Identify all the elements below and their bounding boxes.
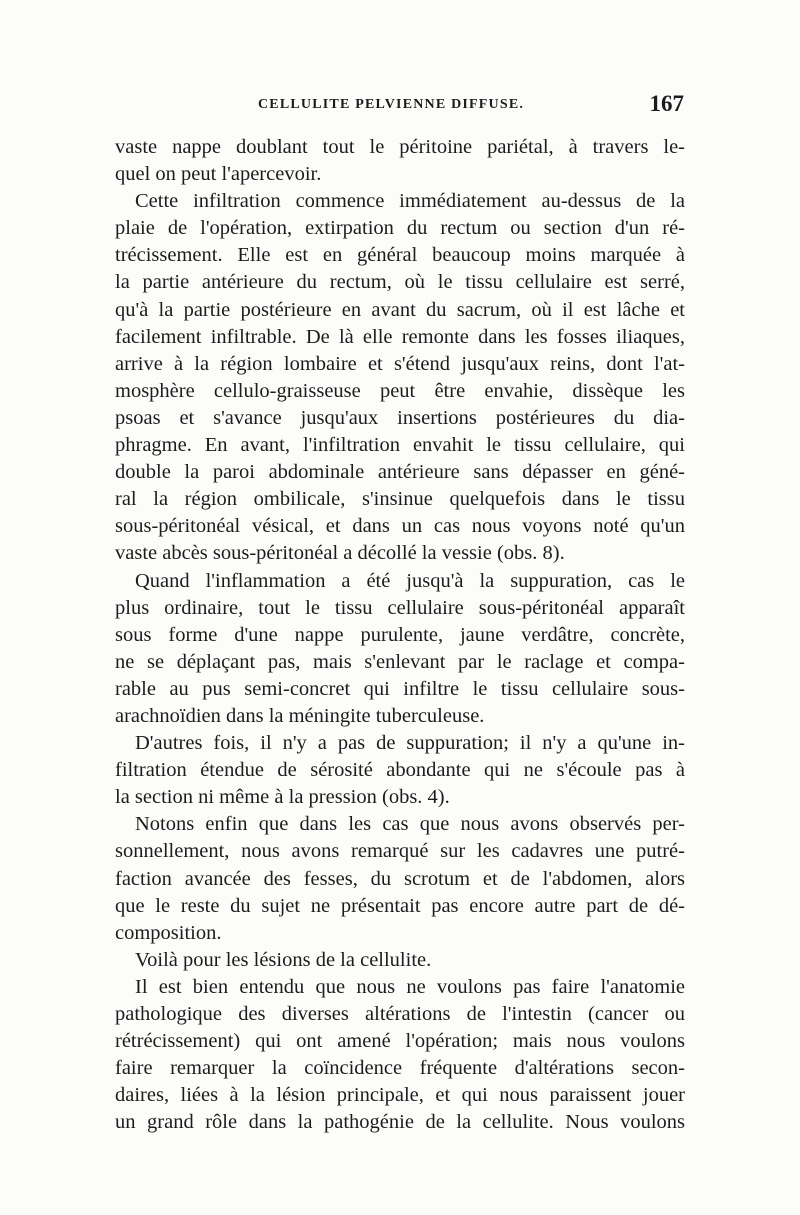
text-line: D'autres fois, il n'y a pas de suppuration; il n'y a qu'une in- [135, 732, 685, 755]
text-line: sous-péritonéal vésical, et dans un cas nous voyons noté qu'un [115, 515, 685, 538]
text-line: qu'à la partie postérieure en avant du sacrum, où il est lâche et [115, 298, 685, 321]
text-line: ne se déplaçant pas, mais s'enlevant par le raclage et compa- [115, 650, 685, 673]
text-line: sonnellement, nous avons remarqué sur les cadavres une putré- [115, 840, 685, 863]
text-line: filtration étendue de sérosité abondante qui ne s'écoule pas à [115, 759, 685, 782]
text-line: facilement infiltrable. De là elle remonte dans les fosses iliaques, [115, 325, 685, 348]
text-line: faction avancée des fesses, du scrotum et de l'abdomen, alors [115, 867, 685, 890]
text-line: un grand rôle dans la pathogénie de la cellulite. Nous voulons [115, 1111, 685, 1134]
text-line: phragme. En avant, l'infiltration envahit le tissu cellulaire, qui [115, 434, 685, 457]
text-line: trécissement. Elle est en général beaucoup moins marquée à [115, 244, 685, 267]
text-line: la section ni même à la pression (obs. 4). [115, 786, 450, 809]
text-line: arachnoïdien dans la méningite tuberculeuse. [115, 704, 485, 727]
running-head: CELLULITE PELVIENNE DIFFUSE. [258, 97, 525, 112]
body-text [115, 134, 685, 1136]
text-line: rable au pus semi-concret qui infiltre le tissu cellulaire sous- [115, 677, 685, 700]
text-line: Quand l'inflammation a été jusqu'à la suppuration, cas le [135, 569, 685, 592]
text-line: daires, liées à la lésion principale, et qui nous paraissent jouer [115, 1084, 685, 1107]
text-line: faire remarquer la coïncidence fréquente d'altérations secon- [115, 1057, 685, 1080]
text-line: vaste abcès sous-péritonéal a décollé la vessie (obs. 8). [115, 542, 565, 565]
page-number: 167 [649, 91, 684, 116]
text-line: plus ordinaire, tout le tissu cellulaire sous-péritonéal apparaît [115, 596, 685, 619]
text-line: psoas et s'avance jusqu'aux insertions postérieures du dia- [115, 406, 685, 429]
text-line: ral la région ombilicale, s'insinue quelquefois dans le tissu [115, 488, 685, 511]
text-line: sous forme d'une nappe purulente, jaune verdâtre, concrète, [115, 623, 685, 646]
text-line: arrive à la région lombaire et s'étend jusqu'aux reins, dont l'at- [115, 352, 685, 375]
text-line: Il est bien entendu que nous ne voulons pas faire l'anatomie [135, 975, 685, 998]
text-line: Notons enfin que dans les cas que nous avons observés per- [135, 813, 685, 836]
text-line: la partie antérieure du rectum, où le tissu cellulaire est serré, [115, 271, 685, 294]
text-line: rétrécissement) qui ont amené l'opération; mais nous voulons [115, 1030, 685, 1053]
text-line: que le reste du sujet ne présentait pas encore autre part de dé- [115, 894, 685, 917]
text-line: Voilà pour les lésions de la cellulite. [135, 948, 432, 971]
text-line: vaste nappe doublant tout le péritoine pariétal, à travers le- [115, 136, 685, 158]
text-line: mosphère cellulo-graisseuse peut être envahie, dissèque les [115, 379, 685, 402]
text-line: composition. [115, 921, 222, 944]
text-line: double la paroi abdominale antérieure sans dépasser en géné- [115, 461, 685, 484]
text-line: plaie de l'opération, extirpation du rectum ou section d'un ré- [115, 217, 685, 240]
text-line: quel on peut l'apercevoir. [115, 163, 322, 186]
text-line: pathologique des diverses altérations de l'intestin (cancer ou [115, 1003, 685, 1025]
text-line: Cette infiltration commence immédiatement au-dessus de la [135, 190, 685, 213]
